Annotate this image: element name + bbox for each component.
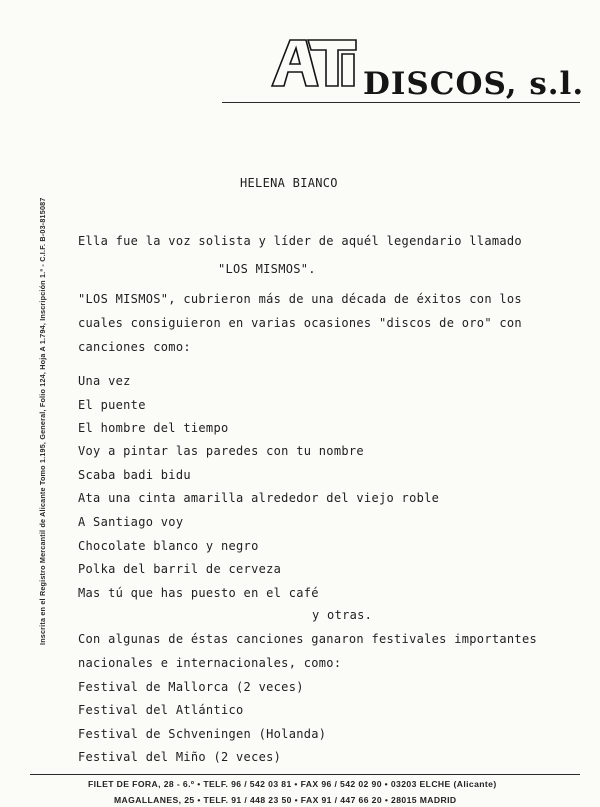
song-item: El puente [78, 398, 146, 412]
footer-divider [30, 774, 580, 775]
song-item: Polka del barril de cerveza [78, 562, 282, 576]
company-name: DISCOS, s.l. [363, 66, 585, 102]
festival-item: Festival del Miño (2 veces) [78, 750, 282, 764]
festivals-intro-line: Con algunas de éstas canciones ganaron festivales importantes [78, 632, 538, 646]
ati-logo [268, 34, 360, 90]
footer-address-madrid: MAGALLANES, 25 • TELF. 91 / 448 23 50 • FAX 91 / 447 66 20 • 28015 MADRID [114, 795, 457, 805]
festivals-intro-line: nacionales e internacionales, como: [78, 656, 342, 670]
group-name: "LOS MISMOS". [218, 262, 316, 276]
song-item: Scaba badi bidu [78, 468, 191, 482]
footer-address-elche: FILET DE FORA, 28 - 6.º • TELF. 96 / 542 03 81 • FAX 96 / 542 02 90 • 03203 ELCHE (Alicante) [88, 779, 497, 789]
document-title: HELENA BIANCO [240, 176, 338, 190]
song-item: Ata una cinta amarilla alrededor del viejo roble [78, 491, 440, 505]
festival-item: Festival de Mallorca (2 veces) [78, 680, 304, 694]
paragraph-line: cuales consiguieron en varias ocasiones "discos de oro" con [78, 316, 522, 330]
song-item: Una vez [78, 374, 131, 388]
registry-info: Inscrita en el Registro Mercantil de Alicante Tomo 1.195, General, Folio 124, Hoja A 1.794, Inscripción 1.ª - C.I.F. B-03-815087 [38, 197, 47, 645]
festival-item: Festival de Schveningen (Holanda) [78, 727, 327, 741]
song-item: Voy a pintar las paredes con tu nombre [78, 444, 364, 458]
song-item: A Santiago voy [78, 515, 184, 529]
and-others-text: y otras. [312, 608, 373, 622]
song-item: Chocolate blanco y negro [78, 539, 259, 553]
song-item: Mas tú que has puesto en el café [78, 586, 319, 600]
header-divider [222, 102, 580, 103]
paragraph-line: "LOS MISMOS", cubrieron más de una década de éxitos con los [78, 292, 522, 306]
intro-line: Ella fue la voz solista y líder de aquél legendario llamado [78, 234, 522, 248]
paragraph-line: canciones como: [78, 340, 191, 354]
festival-item: Festival del Atlántico [78, 703, 244, 717]
song-item: El hombre del tiempo [78, 421, 229, 435]
